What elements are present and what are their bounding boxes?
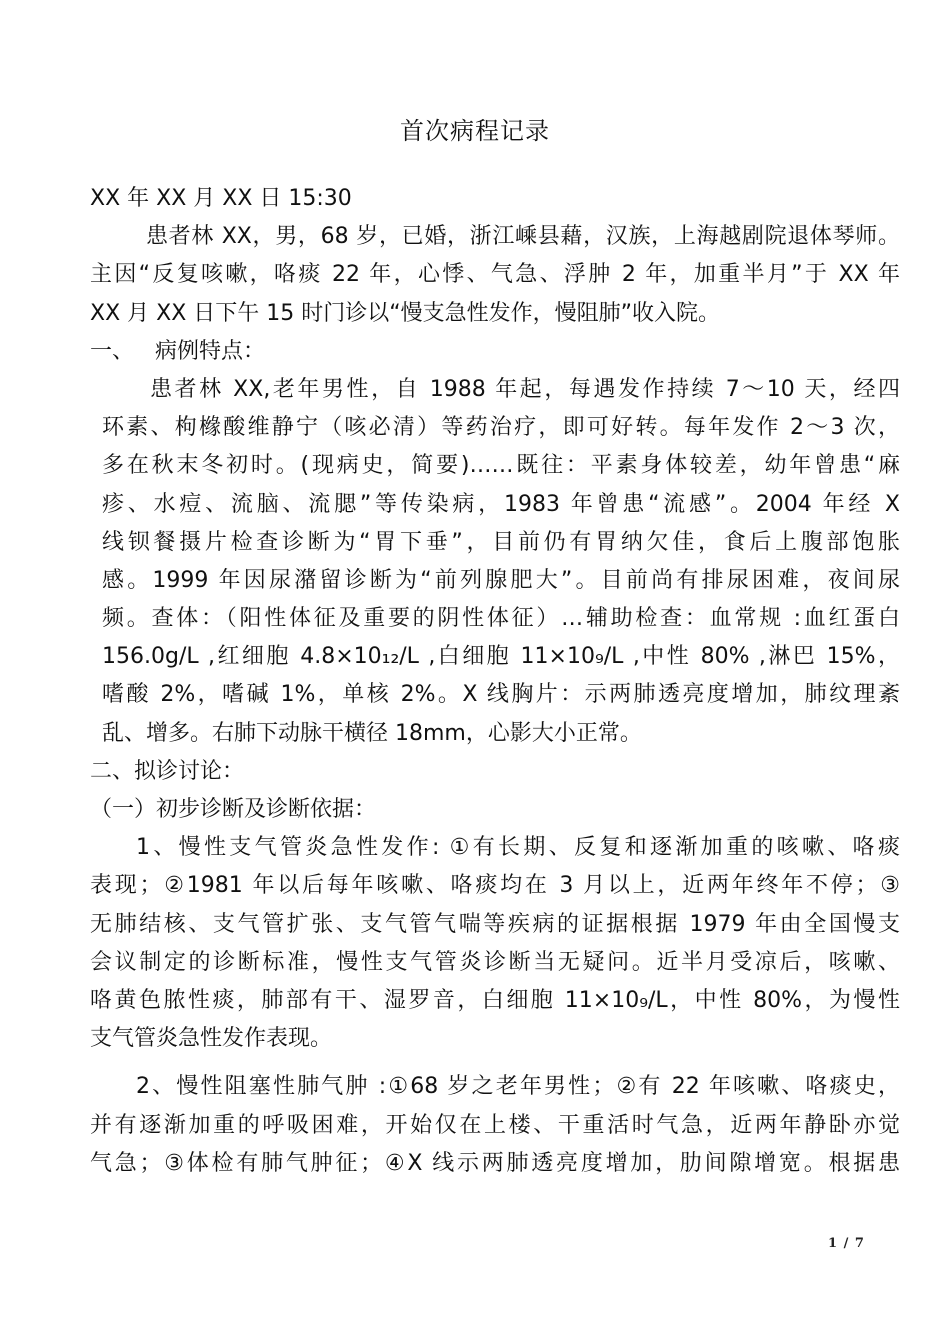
text-line: 患者林 XX，男，68 岁，已婚，浙江嵊县藉，汉族，上海越剧院退体琴师。 bbox=[146, 224, 900, 250]
text-line: 咯黄色脓性痰，肺部有干、湿罗音，白细胞 11×10₉/L，中性 80%，为慢性 bbox=[90, 987, 900, 1013]
paragraph-gap bbox=[90, 1058, 900, 1068]
text-line: 患者林 XX,老年男性，自 1988 年起，每遇发作持续 7～10 天，经四 bbox=[150, 376, 900, 402]
text-line: 无肺结核、支气管扩张、支气管气喘等疾病的证据根据 1979 年由全国慢支 bbox=[90, 911, 900, 937]
text-line: 会议制定的诊断标准，慢性支气管炎诊断当无疑问。近半月受凉后，咳嗽、 bbox=[90, 949, 900, 975]
text-line: 156.0g/L ,红细胞 4.8×10₁₂/L ,白细胞 11×10₉/L ,中性 80% ,淋巴 15%， bbox=[102, 644, 900, 670]
text-line: 环素、枸橼酸维静宁（咳必清）等药治疗，即可好转。每年发作 2～3 次， bbox=[102, 415, 900, 441]
text-line: 支气管炎急性发作表现。 bbox=[90, 1026, 333, 1052]
text-line: 并有逐渐加重的呼吸困难，开始仅在上楼、干重活时气急，近两年静卧亦觉 bbox=[90, 1112, 900, 1138]
section-heading: 二、拟诊讨论： bbox=[90, 758, 245, 784]
document-body bbox=[90, 180, 900, 1183]
date-line: XX 年 XX 月 XX 日 15:30 bbox=[90, 186, 352, 211]
text-line: 2、慢性阻塞性肺气肿 :①68 岁之老年男性；②有 22 年咳嗽、咯痰史， bbox=[136, 1074, 900, 1100]
text-line: 气急；③体检有肺气肿征；④X 线示两肺透亮度增加，肋间隙增宽。根据患 bbox=[90, 1150, 900, 1176]
text-line: 乱、增多。右肺下动脉干横径 18mm，心影大小正常。 bbox=[102, 720, 642, 746]
page-number: 1 / 7 bbox=[828, 1236, 865, 1251]
text-line: 频。查体：（阳性体征及重要的阴性体征）…辅助检查：血常规 :血红蛋白 bbox=[102, 606, 900, 632]
page-title: 首次病程记录 bbox=[400, 117, 550, 145]
subsection-heading: （一）初步诊断及诊断依据： bbox=[90, 797, 377, 822]
text-line: 主因“反复咳嗽，咯痰 22 年，心悸、气急、浮肿 2 年，加重半月”于 XX 年 bbox=[90, 262, 900, 288]
text-line: 疹、水痘、流脑、流腮”等传染病，1983 年曾患“流感”。2004 年经 X bbox=[102, 491, 900, 517]
section-heading: 一、 病例特点： bbox=[90, 338, 265, 364]
text-line: 多在秋末冬初时。(现病史，简要)……既往：平素身体较差，幼年曾患“麻 bbox=[102, 453, 900, 479]
text-line: 感。1999 年因尿潴留诊断为“前列腺肥大”。目前尚有排尿困难，夜间尿 bbox=[102, 567, 900, 593]
text-line: 嗜酸 2%，嗜碱 1%，单核 2%。X 线胸片：示两肺透亮度增加，肺纹理紊 bbox=[102, 682, 900, 708]
text-line: 表现；②1981 年以后每年咳嗽、咯痰均在 3 月以上，近两年终年不停；③ bbox=[90, 873, 900, 899]
text-line: 线钡餐摄片检查诊断为“胃下垂”，目前仍有胃纳欠佳，食后上腹部饱胀 bbox=[102, 529, 900, 555]
text-line: XX 月 XX 日下午 15 时门诊以“慢支急性发作，慢阻肺”收入院。 bbox=[90, 300, 721, 326]
text-line: 1、慢性支气管炎急性发作: ①有长期、反复和逐渐加重的咳嗽、咯痰 bbox=[136, 835, 900, 861]
